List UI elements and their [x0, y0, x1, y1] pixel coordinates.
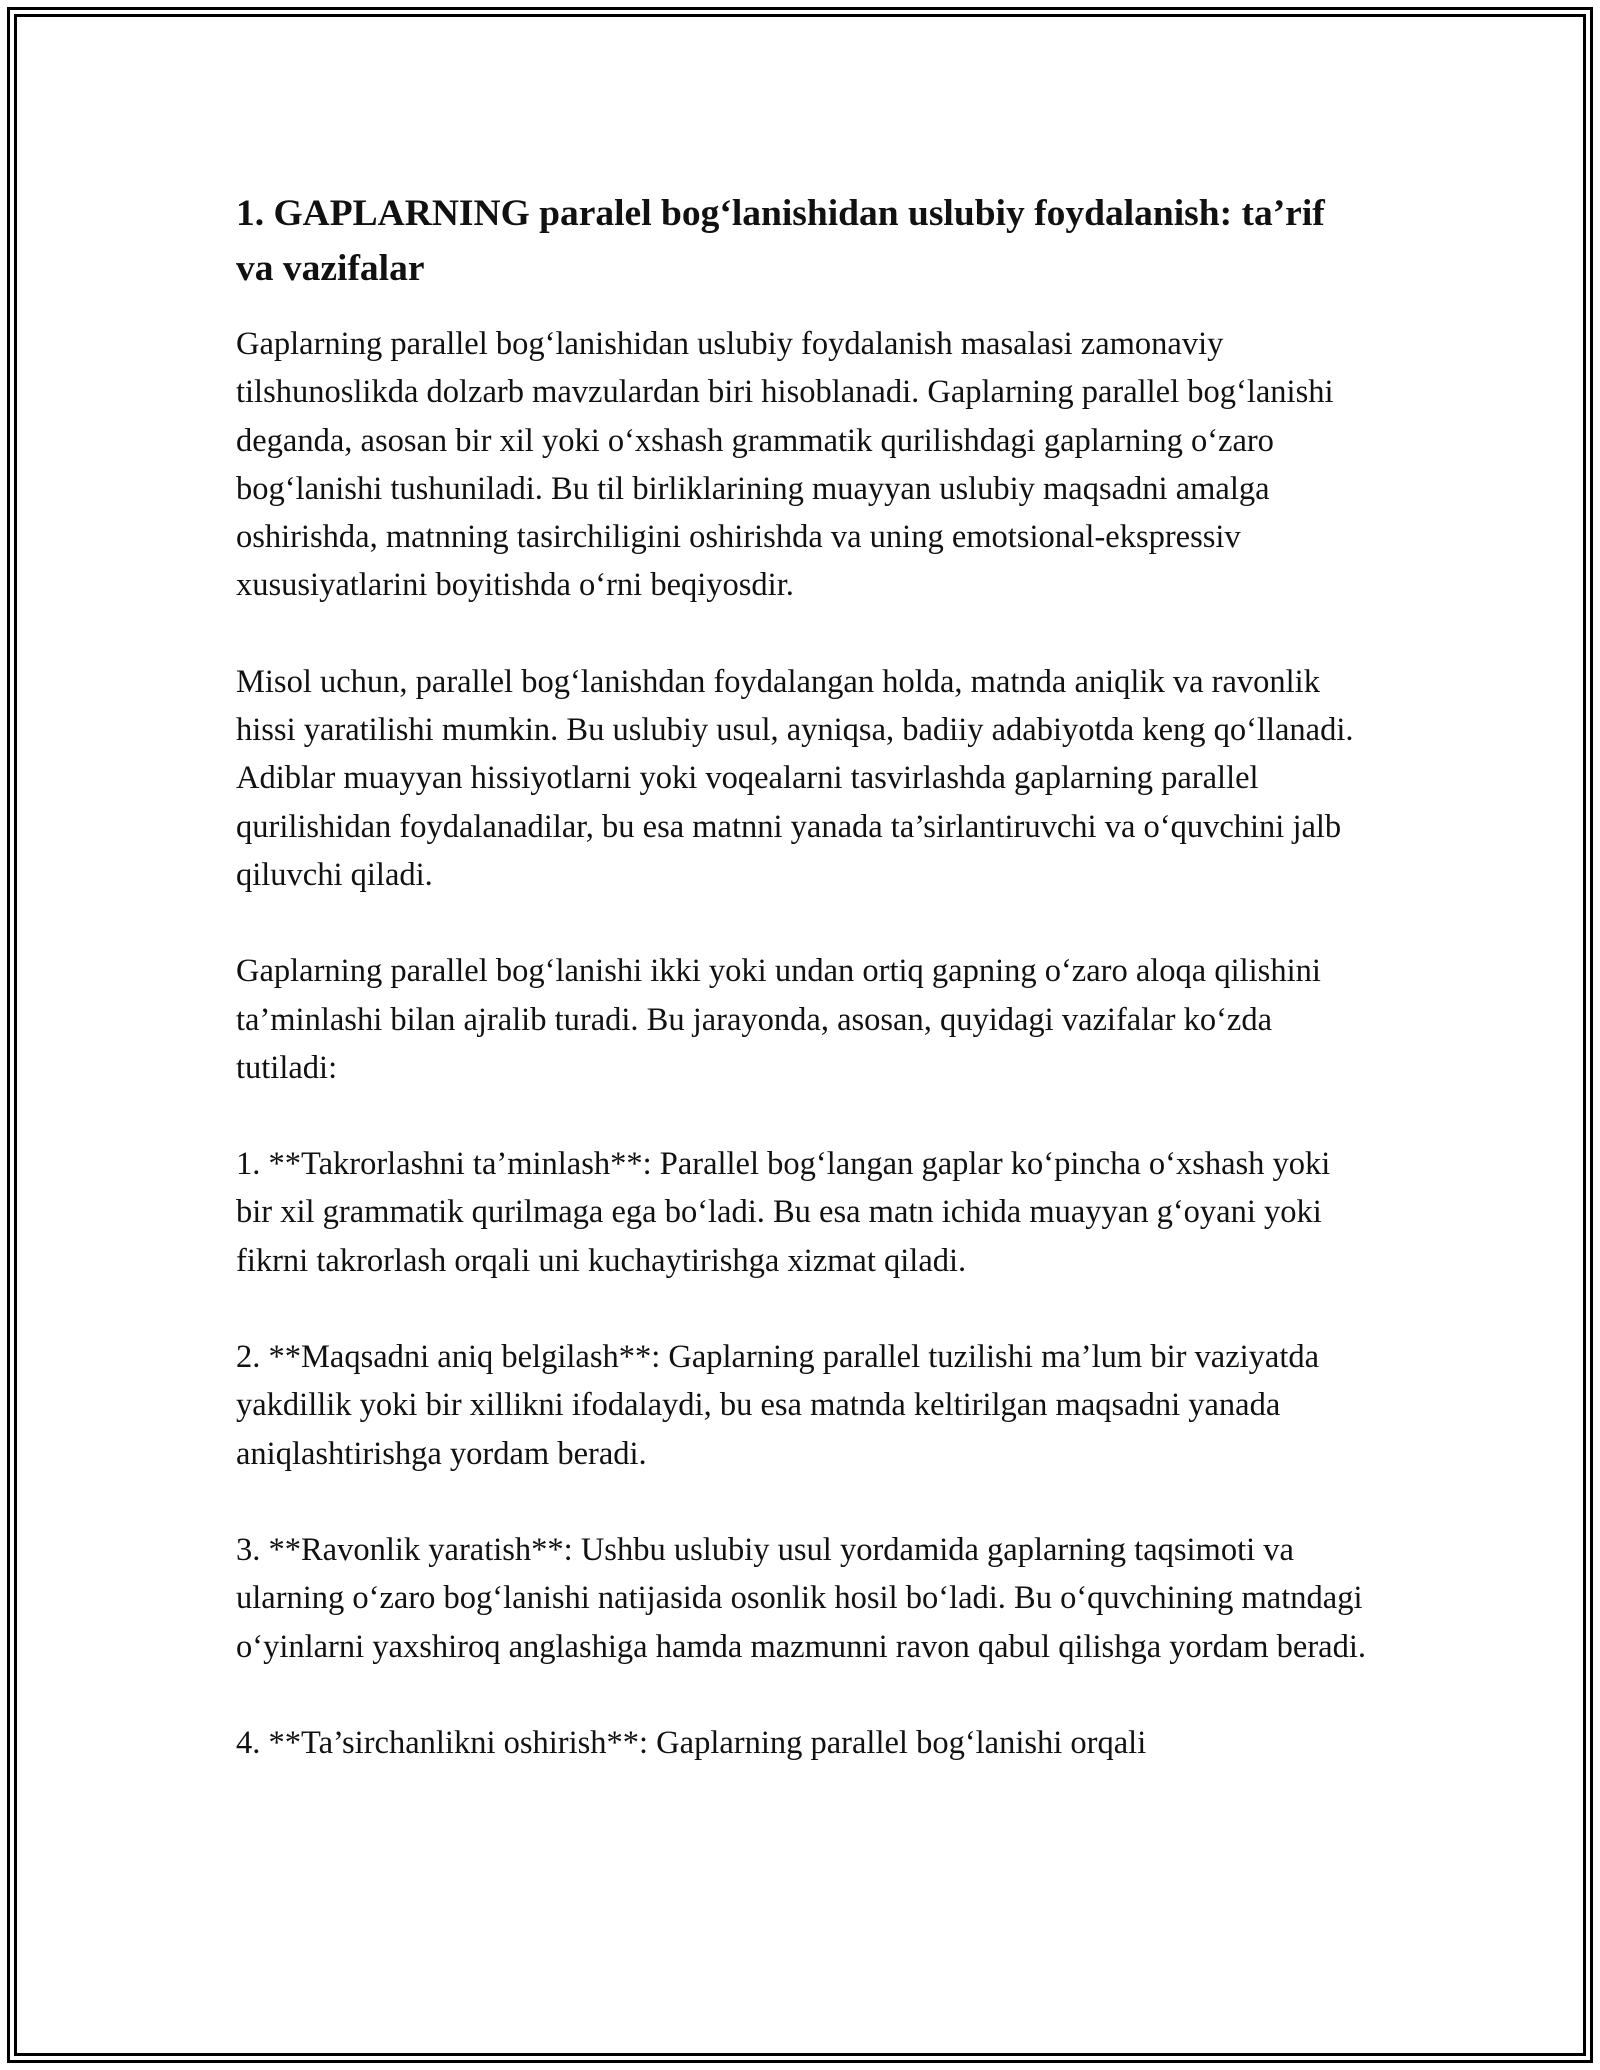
list-item-4: 4. **Ta’sirchanlikni oshirish**: Gaplarning parallel bog‘lanishi orqali: [236, 1724, 1147, 1761]
list-item-2: 2. **Maqsadni aniq belgilash**: Gaplarning parallel tuzilishi ma’lum bir vaziyatda yakdillik yoki bir xillikni ifodalaydi, bu esa matnda keltirilgan maqsadni yanada aniqlashtirishga yordam beradi.: [236, 1339, 1320, 1472]
paragraph-intro: Gaplarning parallel bog‘lanishidan uslubiy foydalanish masalasi zamonaviy tilshunoslikda dolzarb mavzulardan biri hisoblanadi. Gaplarning parallel bog‘lanishi deganda, asosan bir xil yoki o‘xshash grammatik qurilishdagi gaplarning o‘zaro bog‘lanishi tushuniladi. Bu til birliklarining muayyan uslubiy maqsadni amalga oshirishda, matnning tasirchiligini oshirishda va uning emotsional-ekspressiv xususiyatlarini boyitishda o‘rni beqiyosdir.: [236, 326, 1334, 604]
paragraph-example: Misol uchun, parallel bog‘lanishdan foydalangan holda, matnda aniqlik va ravonlik hissi yaratilishi mumkin. Bu uslubiy usul, ayniqsa, badiiy adabiyotda keng qo‘llanadi. Adiblar muayyan hissiyotlarni yoki voqealarni tasvirlashda gaplarning parallel qurilishidan foydalanadilar, bu esa matnni yanada ta’sirlantiruvchi va o‘quvchini jalb qiluvchi qiladi.: [236, 663, 1354, 893]
page-content: [236, 186, 1366, 1815]
list-item-3: 3. **Ravonlik yaratish**: Ushbu uslubiy usul yordamida gaplarning taqsimoti va ularning o‘zaro bog‘lanishi natijasida osonlik hosil bo‘ladi. Bu o‘quvchining matndagi o‘yinlarni yaxshiroq anglashiga hamda mazmunni ravon qabul qilishga yordam beradi.: [236, 1531, 1366, 1665]
paragraph-functions-intro: Gaplarning parallel bog‘lanishi ikki yoki undan ortiq gapning o‘zaro aloqa qilishini ta’minlashi bilan ajralib turadi. Bu jarayonda, asosan, quyidagi vazifalar ko‘zda tutiladi:: [236, 953, 1321, 1086]
document-title: 1. GAPLARNING paralel bog‘lanishidan uslubiy foydalanish: ta’rif va vazifalar: [236, 193, 1325, 289]
list-item-1: 1. **Takrorlashni ta’minlash**: Parallel bog‘langan gaplar ko‘pincha o‘xshash yoki bir xil grammatik qurilmaga ega bo‘ladi. Bu esa matn ichida muayyan g‘oyani yoki fikrni takrorlash orqali uni kuchaytirishga xizmat qiladi.: [236, 1146, 1331, 1279]
